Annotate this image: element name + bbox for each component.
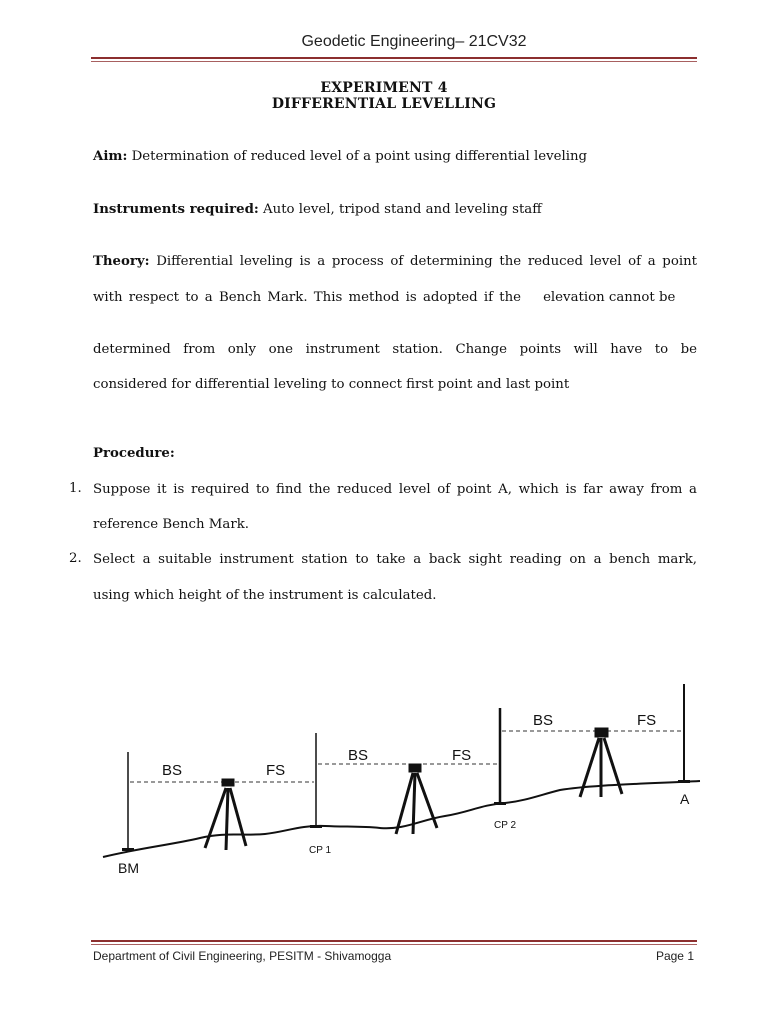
theory-label: Theory: <box>93 254 150 269</box>
aim-text: Determination of reduced level of a point using differential leveling <box>127 149 588 164</box>
theory-text-1: Differential leveling is a process of determining the reduced level of a point <box>149 254 697 269</box>
step-2-line-1: Select a suitable instrument station to take a back sight reading on a bench mark, <box>93 552 697 567</box>
step-2-number: 2. <box>69 551 82 566</box>
procedure-label: Procedure: <box>93 446 175 461</box>
instruments-paragraph <box>93 201 697 219</box>
staff-a-base <box>678 780 690 783</box>
label-cp2: CP 2 <box>494 820 517 831</box>
step-1-line-1: Suppose it is required to find the reduced level of point A, which is far away from a <box>93 482 697 497</box>
aim-paragraph <box>93 148 697 166</box>
staff-cp1-base <box>310 825 322 828</box>
label-cp1: CP 1 <box>309 845 332 856</box>
step-2-line-2: using which height of the instrument is calculated. <box>93 588 437 603</box>
header-title: Geodetic Engineering– 21CV32 <box>301 33 527 50</box>
theory-text-2a: with respect to a Bench Mark. This method is adopted if the <box>93 290 522 305</box>
label-bs-1: BS <box>162 762 183 779</box>
staff-bm-base <box>122 848 134 851</box>
header-rule <box>91 57 697 59</box>
experiment-number: EXPERIMENT 4 <box>320 80 448 96</box>
step-1-line-2: reference Bench Mark. <box>93 517 249 532</box>
staff-cp2-base <box>494 802 506 805</box>
theory-line-4: considered for differential leveling to connect first point and last point <box>93 377 570 392</box>
tripod-1 <box>205 779 246 850</box>
instruments-label: Instruments required: <box>93 202 259 217</box>
theory-line-3: determined from only one instrument station. Change points will have to be <box>93 342 697 357</box>
step-1-number: 1. <box>69 481 82 496</box>
procedure-heading <box>93 445 697 463</box>
footer-rule <box>91 940 697 942</box>
differential-levelling-diagram <box>0 660 768 890</box>
experiment-name: DIFFERENTIAL LEVELLING <box>271 96 497 112</box>
label-fs-1: FS <box>266 762 286 779</box>
footer-page-number: Page 1 <box>655 949 694 963</box>
instruments-text: Auto level, tripod stand and leveling staff <box>258 202 542 217</box>
label-a: A <box>680 791 690 807</box>
aim-label: Aim: <box>93 149 128 164</box>
footer-rule-thin <box>91 944 697 945</box>
theory-text-2b: elevation cannot be <box>543 290 676 305</box>
label-fs-3: FS <box>637 712 657 729</box>
label-fs-2: FS <box>452 747 472 764</box>
footer-department: Department of Civil Engineering, PESITM - Shivamogga <box>93 949 392 963</box>
label-bs-3: BS <box>533 712 554 729</box>
header-rule-thin <box>91 61 697 62</box>
theory-line-1 <box>93 253 697 271</box>
label-bs-2: BS <box>348 747 369 764</box>
label-bm: BM <box>118 860 139 876</box>
theory-line-2 <box>93 289 697 307</box>
